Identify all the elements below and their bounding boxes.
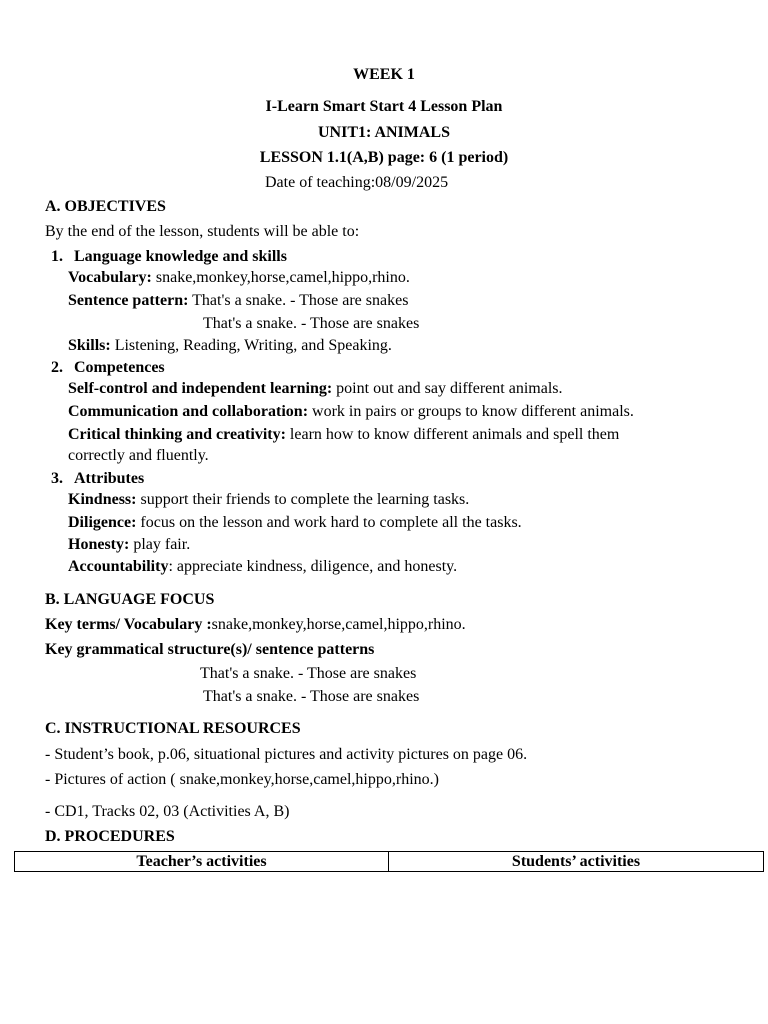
critical-thinking-label: Critical thinking and creativity:	[68, 426, 286, 443]
kindness-line	[68, 490, 469, 510]
table-header-row	[15, 852, 764, 872]
skills-text: Listening, Reading, Writing, and Speaking.	[110, 337, 392, 354]
accountability-line	[68, 557, 457, 577]
honesty-line	[68, 535, 190, 555]
sentence-pattern-text-2: That's a snake. - Those are snakes	[203, 315, 420, 332]
honesty-label: Honesty:	[68, 536, 130, 553]
list-number: 2.	[51, 359, 63, 376]
resource-item: - CD1, Tracks 02, 03 (Activities A, B)	[45, 803, 290, 820]
procedures-table	[14, 851, 764, 872]
vocabulary-line	[68, 268, 410, 288]
students-activities-header: Students’ activities	[389, 852, 764, 872]
critical-thinking-line	[68, 425, 619, 445]
kindness-text: support their friends to complete the learning tasks.	[136, 491, 470, 508]
diligence-line	[68, 513, 522, 533]
key-terms-line	[45, 615, 466, 635]
teacher-activities-header: Teacher’s activities	[15, 852, 389, 872]
sentence-pattern-label: Sentence pattern:	[68, 292, 189, 309]
teaching-date: Date of teaching:08/09/2025	[265, 174, 449, 191]
section-title-language: Language knowledge and skills	[74, 248, 287, 265]
section-title-competences: Competences	[74, 359, 165, 376]
self-control-label: Self-control and independent learning:	[68, 380, 333, 397]
grammar-label: Key grammatical structure(s)/ sentence patterns	[45, 641, 375, 658]
key-terms-label: Key terms/ Vocabulary :	[45, 616, 212, 633]
objectives-intro: By the end of the lesson, students will be able to:	[45, 223, 360, 240]
document-title: I-Learn Smart Start 4 Lesson Plan	[265, 98, 503, 115]
resources-heading: C. INSTRUCTIONAL RESOURCES	[45, 720, 301, 737]
critical-thinking-text: learn how to know different animals and spell them	[285, 426, 620, 443]
week-label: WEEK 1	[353, 66, 415, 83]
vocabulary-text: snake,monkey,horse,camel,hippo,rhino.	[151, 269, 410, 286]
section-title-attributes: Attributes	[74, 470, 145, 487]
communication-label: Communication and collaboration:	[68, 403, 309, 420]
communication-line	[68, 402, 634, 422]
diligence-label: Diligence:	[68, 514, 137, 531]
vocabulary-label: Vocabulary:	[68, 269, 152, 286]
skills-line	[68, 336, 392, 356]
list-number: 3.	[51, 470, 63, 487]
language-focus-heading: B. LANGUAGE FOCUS	[45, 591, 215, 608]
grammar-pattern-2: That's a snake. - Those are snakes	[203, 688, 420, 705]
accountability-label: Accountability	[68, 558, 169, 575]
list-number: 1.	[51, 248, 63, 265]
key-terms-text: snake,monkey,horse,camel,hippo,rhino.	[211, 616, 466, 633]
accountability-text: : appreciate kindness, diligence, and honesty.	[168, 558, 458, 575]
self-control-line	[68, 379, 563, 399]
resource-item: - Student’s book, p.06, situational pictures and activity pictures on page 06.	[45, 746, 528, 763]
sentence-pattern-line	[68, 291, 408, 311]
skills-label: Skills:	[68, 337, 111, 354]
unit-title: UNIT1: ANIMALS	[317, 124, 450, 141]
procedures-heading: D. PROCEDURES	[45, 828, 175, 845]
self-control-text: point out and say different animals.	[332, 380, 563, 397]
sentence-pattern-text: That's a snake. - Those are snakes	[188, 292, 409, 309]
communication-text: work in pairs or groups to know different animals.	[308, 403, 634, 420]
diligence-text: focus on the lesson and work hard to complete all the tasks.	[136, 514, 522, 531]
resource-item: - Pictures of action ( snake,monkey,horse,camel,hippo,rhino.)	[45, 771, 439, 788]
honesty-text: play fair.	[129, 536, 191, 553]
lesson-title: LESSON 1.1(A,B) page: 6 (1 period)	[259, 149, 509, 166]
grammar-pattern-1: That's a snake. - Those are snakes	[200, 665, 417, 682]
objectives-heading: A. OBJECTIVES	[45, 198, 166, 215]
critical-thinking-text-2: correctly and fluently.	[68, 447, 209, 464]
kindness-label: Kindness:	[68, 491, 137, 508]
